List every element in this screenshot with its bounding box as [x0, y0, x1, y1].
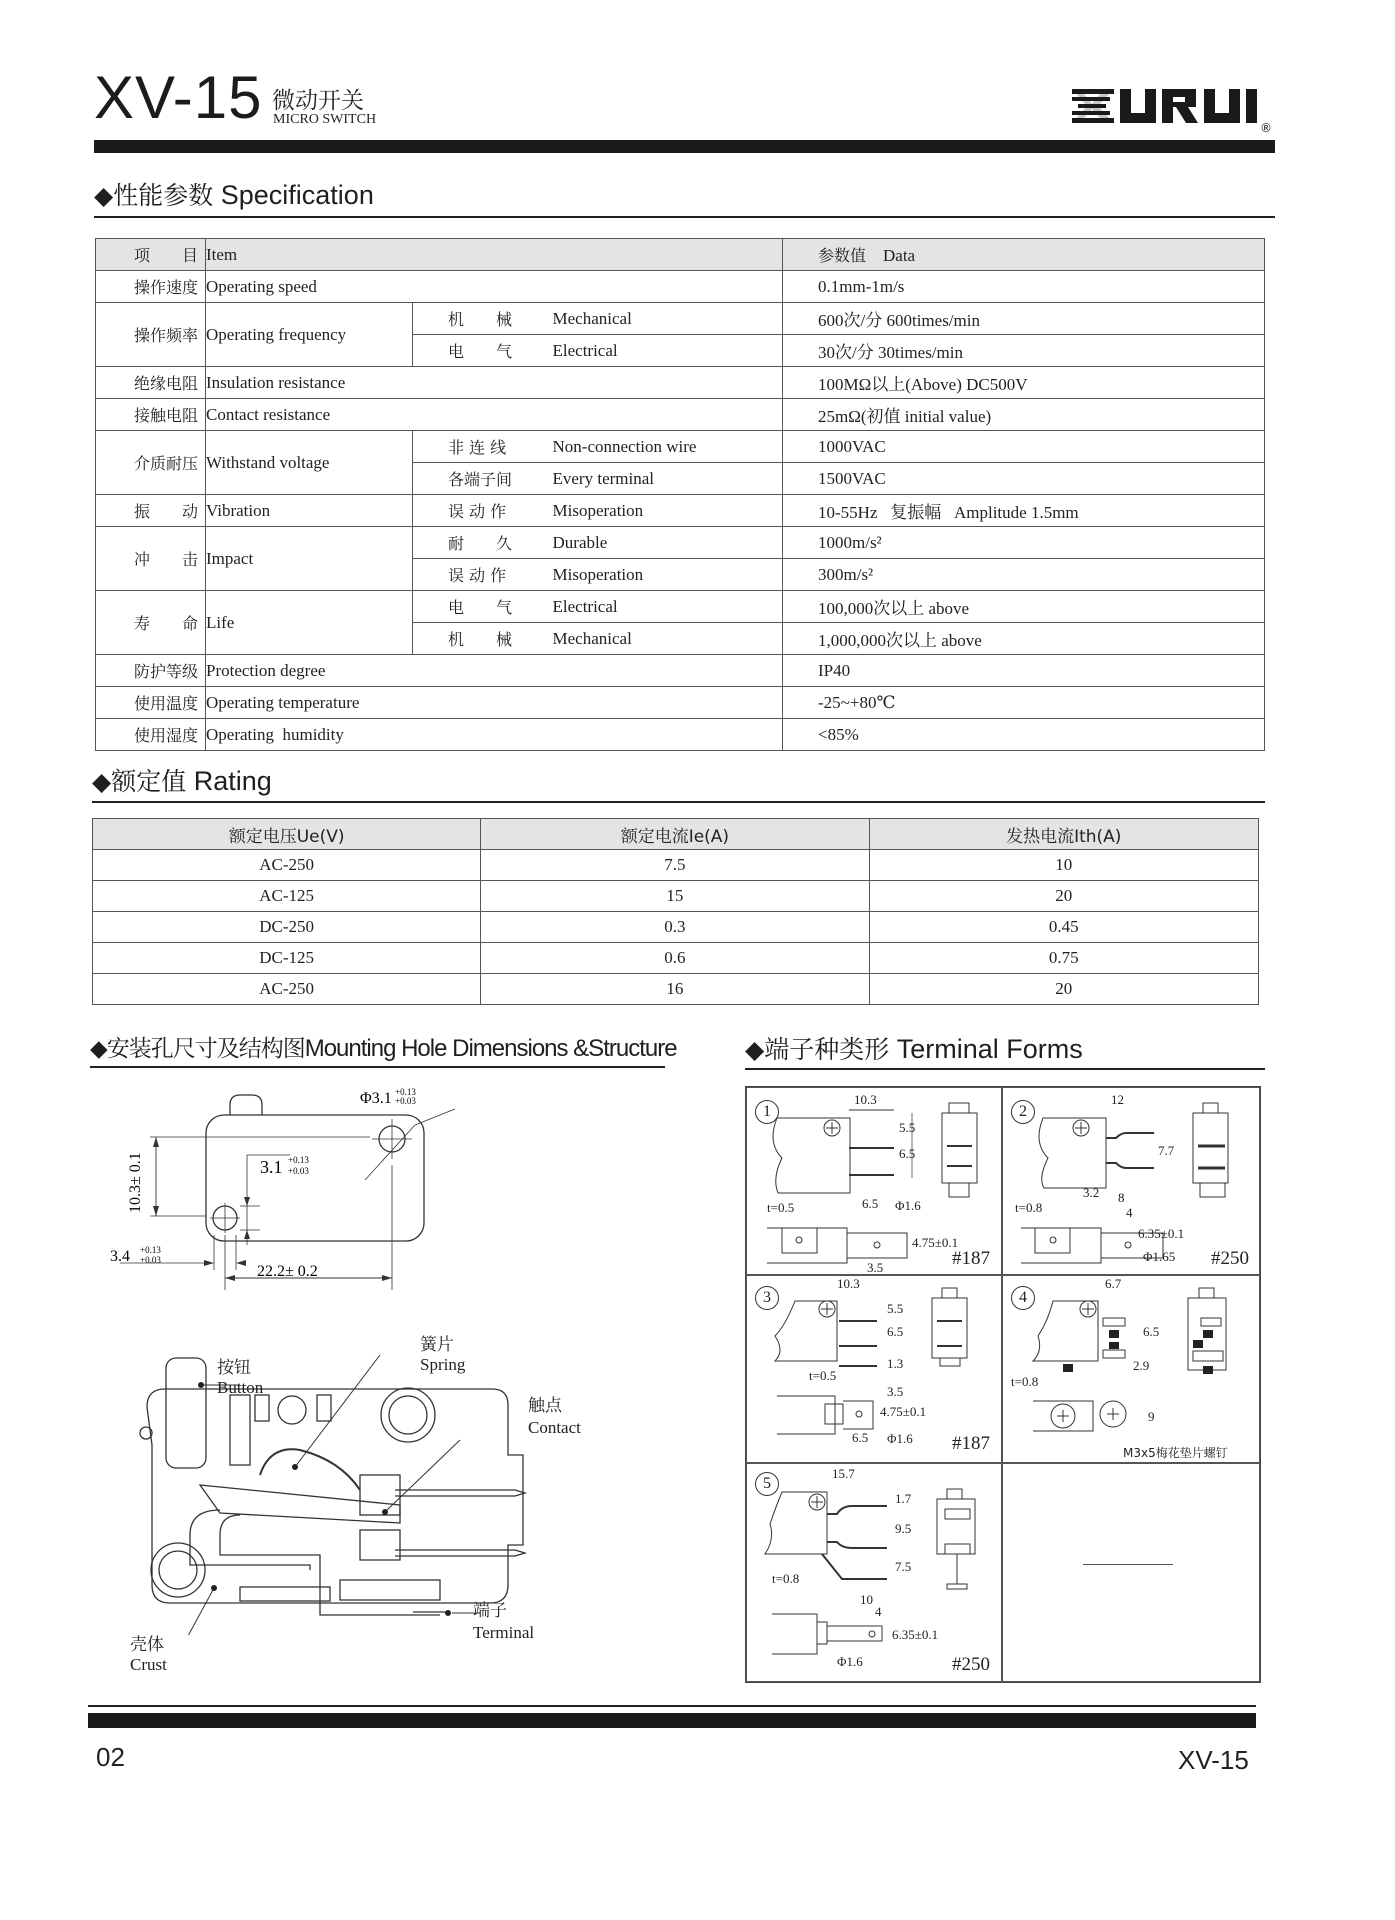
spec-value: 0.1mm-1m/s — [783, 271, 1265, 303]
rating-row — [93, 943, 1259, 974]
subtitle-cn: 微动开关 — [272, 88, 364, 114]
dim-label: 3.2 — [1083, 1185, 1100, 1200]
model-title: XV-15 — [94, 64, 263, 131]
spec-item-en: Impact — [206, 527, 413, 591]
data-header: 参数值 Data — [783, 239, 1265, 271]
rating-voltage: AC-125 — [93, 881, 481, 912]
dim-pitch: 22.2± 0.2 — [257, 1263, 318, 1280]
rating-section-title: ◆额定值 Rating — [92, 766, 272, 796]
dim-label: 10.3 — [854, 1092, 877, 1107]
spec-section-title: ◆性能参数 Specification — [94, 180, 374, 210]
terminal-form-1 — [746, 1087, 1002, 1275]
spec-value: 30次/分 30times/min — [783, 335, 1265, 367]
terminal-pin-bottom — [395, 1550, 525, 1556]
terminal-code: #250 — [952, 1654, 990, 1675]
label-spring: 簧片 Spring — [420, 1335, 466, 1374]
spec-sub-en: Non-connection wire — [553, 431, 783, 463]
terminal-code: #187 — [952, 1433, 990, 1454]
spec-row — [96, 495, 1265, 527]
dim-offset-tol-bot: +0.03 — [140, 1255, 161, 1265]
spec-row — [96, 591, 1265, 623]
spec-item-cn: 振 动 — [96, 495, 206, 527]
dim-label: 10.3 — [837, 1276, 860, 1291]
current-header: 额定电流Ie(A) — [481, 819, 869, 850]
dim-label: 4.75±0.1 — [880, 1404, 927, 1419]
dim-slot: 3.1 — [260, 1157, 283, 1177]
spec-item-en: Withstand voltage — [206, 431, 413, 495]
spec-header-row — [96, 239, 1265, 271]
dim-label: 7.5 — [895, 1559, 912, 1574]
footer-line — [88, 1705, 1256, 1707]
rating-current: 15 — [481, 881, 869, 912]
logo-x-mark — [1072, 89, 1114, 123]
dim-height: 10.3± 0.1 — [127, 1152, 144, 1213]
dim-slot-tol-top: +0.13 — [288, 1155, 309, 1165]
spec-item-cn: 寿 命 — [96, 591, 206, 655]
dim-label: 3.5 — [867, 1260, 884, 1275]
spec-table — [95, 238, 1265, 751]
switch-body-outline — [206, 1115, 424, 1241]
rating-row — [93, 850, 1259, 881]
dim-label: 6.7 — [1105, 1276, 1122, 1291]
spec-item-cn: 操作频率 — [96, 303, 206, 367]
terminal-forms-divider — [745, 1068, 1265, 1070]
spec-sub-en: Durable — [553, 527, 783, 559]
spec-value: -25~+80℃ — [783, 687, 1265, 719]
rating-thermal: 0.45 — [869, 912, 1258, 943]
dim-label: 4 — [875, 1604, 882, 1619]
terminal-form-5 — [746, 1463, 1002, 1682]
rating-table — [92, 818, 1259, 1005]
rating-thermal: 20 — [869, 974, 1258, 1005]
terminal-form-4 — [1002, 1275, 1260, 1463]
dim-label: Φ1.6 — [895, 1198, 921, 1213]
dim-offset-tol-top: +0.13 — [140, 1245, 161, 1255]
footer-bar — [88, 1713, 1256, 1728]
rating-current: 7.5 — [481, 850, 869, 881]
dim-hole-dia: Φ3.1 — [360, 1090, 392, 1107]
dim-label: t=0.5 — [767, 1200, 795, 1215]
dim-label: t=0.8 — [1015, 1200, 1043, 1215]
spec-row — [96, 271, 1265, 303]
spec-sub-cn: 电 气 — [413, 591, 553, 623]
subtitle-en: MICRO SWITCH — [273, 112, 377, 127]
form-number: 3 — [755, 1286, 779, 1310]
spec-item-en: Operating temperature — [206, 687, 783, 719]
rating-current: 0.3 — [481, 912, 869, 943]
page-number: 02 — [96, 1742, 125, 1772]
spec-item-en: Operating frequency — [206, 303, 413, 367]
spec-row — [96, 303, 1265, 335]
dim-label: 12 — [1111, 1092, 1124, 1107]
label-terminal: 端子 Terminal — [473, 1601, 535, 1642]
spec-sub-en: Misoperation — [553, 559, 783, 591]
spec-sub-en: Electrical — [553, 335, 783, 367]
voltage-header: 额定电压Ue(V) — [93, 819, 481, 850]
spec-sub-cn: 各端子间 — [413, 463, 553, 495]
dim-label: Φ1.6 — [837, 1654, 863, 1669]
dim-label: t=0.8 — [772, 1571, 800, 1586]
spec-sub-en: Mechanical — [553, 303, 783, 335]
dim-label: 8 — [1118, 1190, 1125, 1205]
terminal-code: #250 — [1211, 1248, 1249, 1269]
terminal-form-3 — [746, 1275, 1002, 1463]
spec-item-cn: 防护等级 — [96, 655, 206, 687]
spec-item-cn: 接触电阻 — [96, 399, 206, 431]
spec-divider — [94, 216, 1275, 218]
terminal-code: M3x5梅花垫片螺钉 — [1123, 1446, 1228, 1460]
label-contact: 触点 Contact — [528, 1396, 581, 1437]
spec-item-en: Contact resistance — [206, 399, 783, 431]
dim-label: 9.5 — [895, 1521, 912, 1536]
spec-row — [96, 655, 1265, 687]
header-bar — [94, 140, 1275, 153]
spec-item-en: Protection degree — [206, 655, 783, 687]
spec-value: 1,000,000次以上 above — [783, 623, 1265, 655]
spec-item-en: Life — [206, 591, 413, 655]
rating-row — [93, 881, 1259, 912]
dim-label: 6.5 — [887, 1324, 904, 1339]
rating-voltage: DC-125 — [93, 943, 481, 974]
dim-hole-tol-top: +0.13 — [395, 1087, 416, 1097]
terminal-pin-top — [395, 1490, 525, 1496]
spec-item-en: Insulation resistance — [206, 367, 783, 399]
spec-item-cn: 使用温度 — [96, 687, 206, 719]
spec-item-en: Vibration — [206, 495, 413, 527]
spec-row — [96, 367, 1265, 399]
dim-slot-tol-bot: +0.03 — [288, 1166, 309, 1176]
dim-label: 6.5 — [1143, 1324, 1160, 1339]
rating-header-row — [93, 819, 1259, 850]
rating-voltage: AC-250 — [93, 974, 481, 1005]
dim-label: Φ1.65 — [1143, 1249, 1176, 1264]
switch-structure-drawing — [130, 1345, 610, 1635]
empty-dash — [1083, 1564, 1173, 1565]
spec-row — [96, 527, 1265, 559]
dim-label: 4 — [1126, 1205, 1133, 1220]
spec-value: 100,000次以上 above — [783, 591, 1265, 623]
dim-label: 4.75±0.1 — [912, 1235, 959, 1250]
spec-item-cn: 操作速度 — [96, 271, 206, 303]
spec-sub-cn: 机 械 — [413, 303, 553, 335]
form-number: 2 — [1011, 1100, 1035, 1124]
spec-item-cn: 绝缘电阻 — [96, 367, 206, 399]
spec-value: 100MΩ以上(Above) DC500V — [783, 367, 1265, 399]
rating-thermal: 20 — [869, 881, 1258, 912]
rating-thermal: 10 — [869, 850, 1258, 881]
spec-value: IP40 — [783, 655, 1265, 687]
dim-offset: 3.4 — [110, 1248, 130, 1265]
dim-hole-tol-bot: +0.03 — [395, 1096, 416, 1106]
terminal-form-empty — [1002, 1463, 1260, 1682]
label-button: 按钮 Button — [217, 1358, 264, 1397]
actuator-outline — [230, 1095, 262, 1115]
form-number: 5 — [755, 1472, 779, 1496]
thermal-current-header: 发热电流Ith(A) — [869, 819, 1258, 850]
brand-logo — [1070, 76, 1275, 136]
spec-sub-en: Misoperation — [553, 495, 783, 527]
rating-current: 0.6 — [481, 943, 869, 974]
spec-item-cn: 使用湿度 — [96, 719, 206, 751]
label-crust: 壳体 Crust — [130, 1635, 167, 1674]
spec-value: 1000m/s² — [783, 527, 1265, 559]
spec-sub-cn: 耐 久 — [413, 527, 553, 559]
dim-label: Φ1.6 — [887, 1431, 913, 1446]
spec-sub-cn: 机 械 — [413, 623, 553, 655]
spec-sub-cn: 误 动 作 — [413, 559, 553, 591]
terminal-forms-section-title: ◆端子种类形 Terminal Forms — [745, 1034, 1083, 1064]
spec-value: 1500VAC — [783, 463, 1265, 495]
registered-mark: ® — [1260, 121, 1272, 135]
terminal-code: #187 — [952, 1248, 990, 1269]
rating-row — [93, 974, 1259, 1005]
dim-label: 5.5 — [887, 1301, 904, 1316]
spec-row — [96, 431, 1265, 463]
terminal-form-4-drawing — [1003, 1276, 1261, 1464]
dim-label: 6.35±0.1 — [892, 1627, 939, 1642]
dim-label: 6.35±0.1 — [1138, 1226, 1185, 1241]
dim-label: 9 — [1148, 1409, 1155, 1424]
terminal-forms-grid — [745, 1086, 1261, 1683]
dim-label: 10 — [860, 1592, 873, 1607]
dim-label: 3.5 — [887, 1384, 904, 1399]
spec-item-cn: 介质耐压 — [96, 431, 206, 495]
spec-row — [96, 687, 1265, 719]
dim-label: 6.5 — [852, 1430, 869, 1445]
spring-leaf — [260, 1449, 360, 1490]
spec-sub-en: Mechanical — [553, 623, 783, 655]
dim-label: 15.7 — [832, 1466, 855, 1481]
item-en-header: Item — [206, 239, 783, 271]
spec-value: 10-55Hz 复振幅 Amplitude 1.5mm — [783, 495, 1265, 527]
spec-sub-cn: 误 动 作 — [413, 495, 553, 527]
dim-label: t=0.8 — [1011, 1374, 1039, 1389]
rating-divider — [92, 801, 1265, 803]
dim-label: 2.9 — [1133, 1358, 1150, 1373]
rating-voltage: AC-250 — [93, 850, 481, 881]
spec-value: 600次/分 600times/min — [783, 303, 1265, 335]
dim-label: 6.5 — [899, 1146, 916, 1161]
dim-label: 5.5 — [899, 1120, 916, 1135]
form-number: 4 — [1011, 1286, 1035, 1310]
mounting-hole-drawing — [110, 1085, 550, 1305]
mounting-divider — [90, 1066, 665, 1068]
spec-item-en: Operating humidity — [206, 719, 783, 751]
terminal-form-2 — [1002, 1087, 1260, 1275]
form-number: 1 — [755, 1100, 779, 1124]
spec-value: 1000VAC — [783, 431, 1265, 463]
rating-row — [93, 912, 1259, 943]
footer-model: XV-15 — [1178, 1745, 1249, 1775]
dim-label: 1.3 — [887, 1356, 904, 1371]
spec-item-en: Operating speed — [206, 271, 783, 303]
dim-label: 6.5 — [862, 1196, 879, 1211]
spec-value: 25mΩ(初值 initial value) — [783, 399, 1265, 431]
spec-row — [96, 719, 1265, 751]
spec-value: <85% — [783, 719, 1265, 751]
rating-thermal: 0.75 — [869, 943, 1258, 974]
dim-label: t=0.5 — [809, 1368, 837, 1383]
rating-current: 16 — [481, 974, 869, 1005]
dim-label: 1.7 — [895, 1491, 912, 1506]
rating-voltage: DC-250 — [93, 912, 481, 943]
button-plunger — [166, 1358, 206, 1468]
mounting-section-title: ◆安装孔尺寸及结构图Mounting Hole Dimensions &Structure — [90, 1035, 677, 1062]
spec-sub-cn: 非 连 线 — [413, 431, 553, 463]
spec-sub-en: Every terminal — [553, 463, 783, 495]
spec-value: 300m/s² — [783, 559, 1265, 591]
spec-item-cn: 冲 击 — [96, 527, 206, 591]
spec-sub-en: Electrical — [553, 591, 783, 623]
item-cn-header: 项 目 — [96, 239, 206, 271]
dim-label: 7.7 — [1158, 1143, 1175, 1158]
spec-row — [96, 399, 1265, 431]
spec-sub-cn: 电 气 — [413, 335, 553, 367]
